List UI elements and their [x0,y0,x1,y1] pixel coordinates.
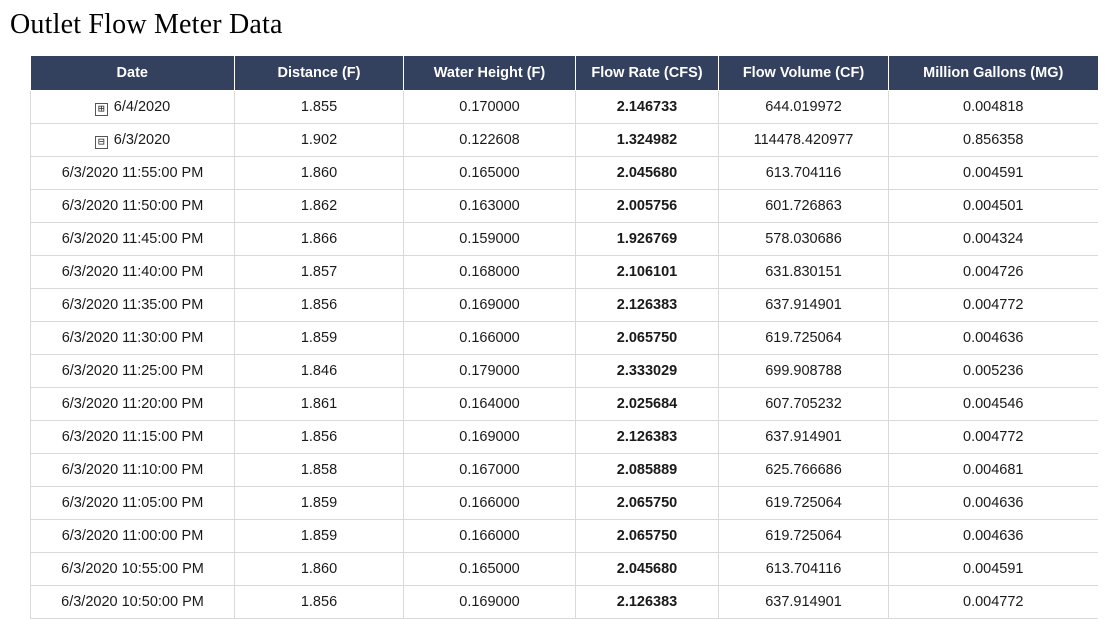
cell-date [31,256,235,289]
cell-million-gallons: 0.004772 [889,289,1098,322]
date-text: 6/3/2020 10:50:00 PM [61,594,204,610]
table-row[interactable] [31,256,1098,289]
flow-meter-table [30,56,1098,619]
date-text: 6/3/2020 11:10:00 PM [61,462,204,478]
cell-flow-volume: 619.725064 [719,520,889,553]
date-text: 6/3/2020 11:20:00 PM [61,396,204,412]
cell-flow-rate: 2.085889 [576,454,719,487]
cell-million-gallons: 0.004591 [889,553,1098,586]
cell-million-gallons: 0.004726 [889,256,1098,289]
column-header-water-height[interactable]: Water Height (F) [404,56,576,91]
date-text: 6/3/2020 10:55:00 PM [61,561,204,577]
date-cell-inner [62,165,204,181]
table-row[interactable] [31,388,1098,421]
date-cell-inner [95,132,170,149]
date-cell-inner [62,297,204,313]
date-text: 6/3/2020 [113,131,171,148]
date-cell-inner [62,495,204,511]
cell-distance: 1.857 [235,256,404,289]
cell-flow-volume: 699.908788 [719,355,889,388]
cell-million-gallons: 0.004636 [889,487,1098,520]
cell-date [31,388,235,421]
cell-flow-volume: 631.830151 [719,256,889,289]
page-title: Outlet Flow Meter Data [10,9,283,40]
table-row[interactable] [31,157,1098,190]
date-cell-inner [61,594,204,610]
cell-flow-volume: 637.914901 [719,289,889,322]
cell-water-height: 0.170000 [404,91,576,124]
column-header-flow-volume[interactable]: Flow Volume (CF) [719,56,889,91]
cell-date [31,553,235,586]
cell-flow-volume: 601.726863 [719,190,889,223]
cell-flow-volume: 607.705232 [719,388,889,421]
table-row[interactable] [31,190,1098,223]
cell-distance: 1.856 [235,586,404,619]
cell-million-gallons: 0.004324 [889,223,1098,256]
cell-date [31,322,235,355]
date-text: 6/4/2020 [113,98,171,115]
date-text: 6/3/2020 11:00:00 PM [61,528,204,544]
flow-meter-table-container [30,56,1097,619]
cell-date [31,487,235,520]
cell-flow-volume: 578.030686 [719,223,889,256]
cell-distance: 1.862 [235,190,404,223]
cell-flow-rate: 2.045680 [576,157,719,190]
cell-date [31,586,235,619]
cell-date [31,454,235,487]
cell-flow-volume: 114478.420977 [719,124,889,157]
date-cell-inner [62,264,204,280]
cell-flow-rate: 1.324982 [576,124,719,157]
cell-water-height: 0.165000 [404,553,576,586]
table-row[interactable] [31,124,1098,157]
date-text: 6/3/2020 11:35:00 PM [61,297,204,313]
cell-flow-rate: 2.065750 [576,520,719,553]
date-cell-inner [62,429,204,445]
date-cell-inner [62,528,204,544]
column-header-flow-rate[interactable]: Flow Rate (CFS) [576,56,719,91]
cell-distance: 1.856 [235,421,404,454]
cell-date [31,223,235,256]
cell-date [31,190,235,223]
table-row[interactable] [31,553,1098,586]
cell-million-gallons: 0.856358 [889,124,1098,157]
cell-distance: 1.855 [235,91,404,124]
column-header-distance[interactable]: Distance (F) [235,56,404,91]
date-cell-inner [62,198,204,214]
cell-water-height: 0.169000 [404,289,576,322]
cell-million-gallons: 0.005236 [889,355,1098,388]
cell-flow-volume: 619.725064 [719,487,889,520]
cell-flow-rate: 2.126383 [576,289,719,322]
date-cell-inner [62,363,204,379]
table-row[interactable] [31,355,1098,388]
cell-million-gallons: 0.004591 [889,157,1098,190]
date-text: 6/3/2020 11:55:00 PM [61,165,204,181]
cell-date [31,355,235,388]
date-text: 6/3/2020 11:40:00 PM [61,264,204,280]
table-body [31,91,1098,619]
cell-flow-volume: 619.725064 [719,322,889,355]
cell-distance: 1.858 [235,454,404,487]
date-cell-inner [62,231,204,247]
cell-date [31,157,235,190]
cell-flow-rate: 1.926769 [576,223,719,256]
cell-flow-volume: 613.704116 [719,553,889,586]
table-row[interactable] [31,322,1098,355]
date-text: 6/3/2020 11:50:00 PM [61,198,204,214]
date-text: 6/3/2020 11:15:00 PM [61,429,204,445]
table-row[interactable] [31,421,1098,454]
cell-distance: 1.859 [235,322,404,355]
cell-flow-rate: 2.333029 [576,355,719,388]
cell-water-height: 0.166000 [404,520,576,553]
cell-water-height: 0.164000 [404,388,576,421]
date-text: 6/3/2020 11:05:00 PM [61,495,204,511]
cell-flow-volume: 613.704116 [719,157,889,190]
cell-flow-rate: 2.106101 [576,256,719,289]
date-text: 6/3/2020 11:25:00 PM [61,363,204,379]
table-header [31,56,1098,91]
cell-distance: 1.859 [235,487,404,520]
cell-flow-volume: 637.914901 [719,421,889,454]
date-cell-inner [95,99,170,116]
cell-water-height: 0.168000 [404,256,576,289]
cell-water-height: 0.122608 [404,124,576,157]
column-header-date[interactable]: Date [31,56,235,91]
column-header-million-gallons[interactable]: Million Gallons (MG) [889,56,1098,91]
table-header-row [31,56,1098,91]
cell-date [31,421,235,454]
cell-flow-rate: 2.065750 [576,322,719,355]
cell-million-gallons: 0.004772 [889,421,1098,454]
cell-water-height: 0.167000 [404,454,576,487]
cell-distance: 1.860 [235,553,404,586]
cell-distance: 1.902 [235,124,404,157]
cell-distance: 1.859 [235,520,404,553]
table-row[interactable] [31,91,1098,124]
cell-water-height: 0.159000 [404,223,576,256]
date-text: 6/3/2020 11:30:00 PM [61,330,204,346]
cell-flow-rate: 2.005756 [576,190,719,223]
cell-flow-rate: 2.126383 [576,421,719,454]
cell-flow-rate: 2.065750 [576,487,719,520]
date-cell-inner [61,561,204,577]
cell-distance: 1.866 [235,223,404,256]
cell-flow-volume: 625.766686 [719,454,889,487]
table-row[interactable] [31,289,1098,322]
cell-flow-rate: 2.025684 [576,388,719,421]
cell-distance: 1.846 [235,355,404,388]
cell-water-height: 0.179000 [404,355,576,388]
cell-date [31,124,235,157]
cell-distance: 1.861 [235,388,404,421]
cell-water-height: 0.165000 [404,157,576,190]
cell-date [31,91,235,124]
cell-water-height: 0.166000 [404,322,576,355]
cell-million-gallons: 0.004681 [889,454,1098,487]
cell-distance: 1.860 [235,157,404,190]
cell-distance: 1.856 [235,289,404,322]
cell-flow-rate: 2.146733 [576,91,719,124]
date-cell-inner [62,462,204,478]
date-cell-inner [62,396,204,412]
table-row[interactable] [31,223,1098,256]
cell-flow-volume: 644.019972 [719,91,889,124]
cell-million-gallons: 0.004546 [889,388,1098,421]
cell-million-gallons: 0.004818 [889,91,1098,124]
table-row[interactable] [31,586,1098,619]
cell-flow-rate: 2.126383 [576,586,719,619]
cell-million-gallons: 0.004636 [889,322,1098,355]
cell-date [31,520,235,553]
cell-flow-volume: 637.914901 [719,586,889,619]
date-text: 6/3/2020 11:45:00 PM [61,231,204,247]
cell-flow-rate: 2.045680 [576,553,719,586]
cell-million-gallons: 0.004772 [889,586,1098,619]
date-cell-inner [62,330,204,346]
collapse-group-icon[interactable]: ⊟ [95,136,108,149]
table-row[interactable] [31,454,1098,487]
cell-water-height: 0.169000 [404,586,576,619]
cell-water-height: 0.166000 [404,487,576,520]
cell-water-height: 0.163000 [404,190,576,223]
expand-group-icon[interactable]: ⊞ [95,103,108,116]
cell-million-gallons: 0.004636 [889,520,1098,553]
table-row[interactable] [31,487,1098,520]
table-row[interactable] [31,520,1098,553]
cell-water-height: 0.169000 [404,421,576,454]
cell-million-gallons: 0.004501 [889,190,1098,223]
cell-date [31,289,235,322]
